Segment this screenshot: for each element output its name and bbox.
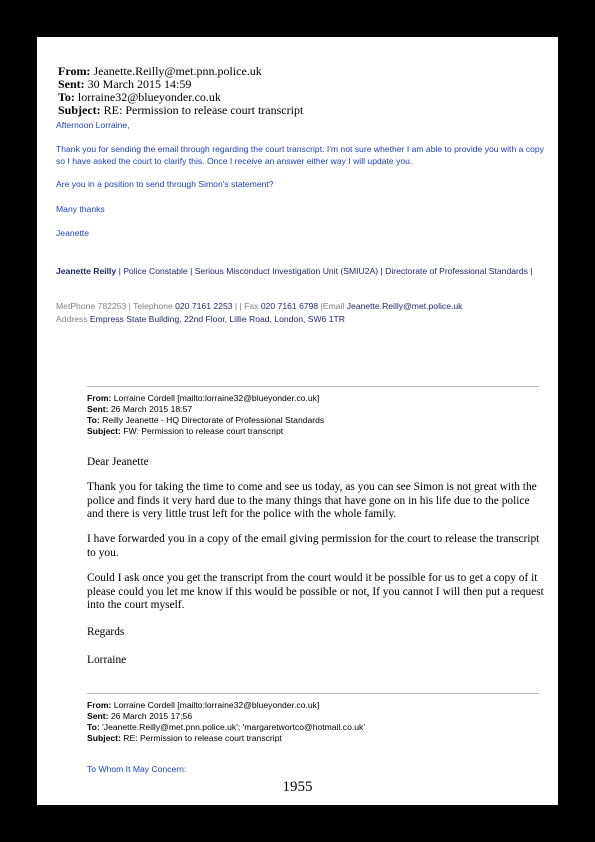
address-value: Empress State Building, 22nd Floor, Lillie Road, London, SW6 1TR bbox=[89, 314, 346, 324]
forwarded-header-1 bbox=[87, 393, 324, 437]
subject-label-1: Subject: bbox=[87, 426, 121, 436]
telephone-value: 020 7161 2253 bbox=[175, 301, 233, 311]
metphone-label: MetPhone bbox=[56, 301, 96, 311]
signature-separator: | bbox=[116, 266, 124, 276]
email-header bbox=[58, 65, 303, 117]
to-label-1: To: bbox=[87, 415, 100, 425]
divider-1 bbox=[87, 386, 539, 387]
signature-name: Jeanette Reilly bbox=[56, 266, 117, 276]
fwd2-greeting: To Whom It May Concern: bbox=[87, 764, 187, 774]
metphone-value: 782253 | Telephone bbox=[95, 301, 176, 311]
from-line-2 bbox=[87, 700, 365, 711]
fwd1-from: Lorraine Cordell [mailto:lorraine32@blueyonder.co.uk] bbox=[113, 393, 320, 403]
email-label: |Email bbox=[318, 301, 347, 311]
divider-2 bbox=[87, 693, 539, 694]
to-line-2 bbox=[87, 722, 365, 733]
fwd1-paragraph-1: Thank you for taking the time to come and see us today, as you can see Simon is not great with the police and finds it very hard due to the many things that have gone on in his life due to the police and there is very little trust left for the police with the whole family. bbox=[87, 481, 537, 520]
from-label: From: bbox=[58, 64, 91, 78]
fwd1-greeting: Dear Jeanette bbox=[87, 456, 149, 468]
subject-label-2: Subject: bbox=[87, 733, 121, 743]
body-paragraph-2: Are you in a position to send through Simon's statement? bbox=[56, 179, 274, 189]
to-label-2: To: bbox=[87, 722, 100, 732]
fwd2-subject: RE: Permission to release court transcript bbox=[123, 733, 282, 743]
sent-line-1 bbox=[87, 404, 324, 415]
subject-line bbox=[58, 104, 303, 117]
fwd1-to: Reilly Jeanette - HQ Directorate of Professional Standards bbox=[102, 415, 325, 425]
fwd2-to: 'Jeanette.Reilly@met.pnn.police.uk'; 'margaretwortco@hotmail.co.uk' bbox=[102, 722, 365, 732]
fax-value: 020 7161 6798 bbox=[260, 301, 319, 311]
fwd1-name: Lorraine bbox=[87, 654, 127, 666]
sent-label-1: Sent: bbox=[87, 404, 109, 414]
sent-label: Sent: bbox=[58, 77, 85, 91]
document-page bbox=[37, 37, 558, 805]
address-label: Address bbox=[56, 314, 90, 324]
to-label: To: bbox=[58, 90, 75, 104]
fwd1-subject: FW: Permission to release court transcript bbox=[123, 426, 284, 436]
subject-line-1 bbox=[87, 426, 324, 437]
from-line-1 bbox=[87, 393, 324, 404]
from-label-1: From: bbox=[87, 393, 112, 403]
body-paragraph-1: Thank you for sending the email through regarding the court transcript. I'm not sure whether I am able to provide you with a copy so I have asked the court to clarify this. Once I receive an answer either way I will update you. bbox=[56, 144, 544, 166]
subject-line-2 bbox=[87, 733, 365, 744]
signature-role: Police Constable | Serious Misconduct Investigation Unit (SMIU2A) | Directorate of Professional Standards | bbox=[123, 266, 533, 276]
fwd1-paragraph-2: I have forwarded you in a copy of the email giving permission for the court to release the transcript to you. bbox=[87, 533, 540, 559]
email-value: Jeanette.Reilly@met.police.uk bbox=[346, 301, 463, 311]
signature-address bbox=[56, 313, 546, 325]
greeting: Afternoon Lorraine, bbox=[56, 120, 130, 130]
fwd1-sent: 26 March 2015 18:57 bbox=[110, 404, 193, 414]
sent-label-2: Sent: bbox=[87, 711, 109, 721]
from-value: Jeanette.Reilly@met.pnn.police.uk bbox=[93, 64, 262, 78]
fwd1-paragraph-3: Could I ask once you get the transcript from the court would it be possible for us to get a copy of it please could you let me know if this would be possible or not, If you cannot I will then put a request into the court myself. bbox=[87, 572, 544, 611]
page-number: 1955 bbox=[282, 779, 313, 795]
fax-label: | | Fax bbox=[232, 301, 261, 311]
signature-contacts bbox=[56, 300, 546, 312]
to-value: lorraine32@blueyonder.co.uk bbox=[77, 90, 221, 104]
fwd2-from: Lorraine Cordell [mailto:lorraine32@blueyonder.co.uk] bbox=[113, 700, 320, 710]
sent-line-2 bbox=[87, 711, 365, 722]
forwarded-header-2 bbox=[87, 700, 365, 744]
fwd2-sent: 26 March 2015 17:56 bbox=[110, 711, 193, 721]
to-line-1 bbox=[87, 415, 324, 426]
subject-label: Subject: bbox=[58, 103, 101, 117]
from-label-2: From: bbox=[87, 700, 112, 710]
sent-value: 30 March 2015 14:59 bbox=[87, 77, 192, 91]
signature-title bbox=[56, 265, 546, 277]
subject-value: RE: Permission to release court transcript bbox=[103, 103, 304, 117]
fwd1-regards: Regards bbox=[87, 626, 125, 638]
sender-name: Jeanette bbox=[56, 228, 89, 238]
sign-off: Many thanks bbox=[56, 204, 105, 214]
